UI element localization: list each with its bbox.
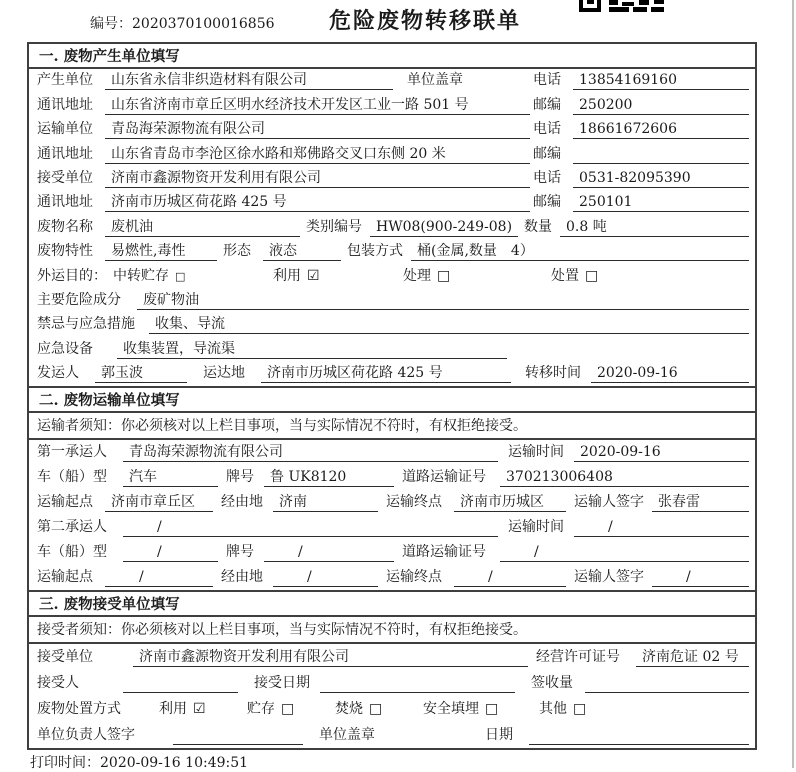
- row-carrier1-route: [29, 490, 755, 515]
- carrier2-sign-field: /: [652, 568, 749, 587]
- address-label: 通讯地址: [37, 145, 93, 162]
- checkbox-disposal-incinerate: □: [369, 701, 383, 718]
- purpose-option-transfer-storage: [113, 267, 273, 286]
- packing-field: 桶(金属,数量 4）: [411, 242, 749, 261]
- carrier1-plate-field: 鲁 UK8120: [264, 468, 394, 487]
- carrier1-permit-field: 370213006408: [500, 468, 749, 487]
- row-transporter-address: [29, 142, 755, 166]
- row-carrier1-vehicle: [29, 465, 755, 490]
- category-code-field: HW08(900-249-08): [370, 218, 518, 237]
- equipment-label: 应急设备: [37, 340, 93, 357]
- transporter-postcode-group: [533, 145, 749, 164]
- disposal-storage-label: 贮存: [247, 701, 275, 718]
- carrier2-plate-field: /: [264, 543, 394, 562]
- transfer-time-field: 2020-09-16: [591, 364, 749, 383]
- road-permit-label: 道路运输证号: [402, 544, 486, 561]
- carrier2-dest-field: /: [454, 568, 566, 587]
- section-transporter: [29, 386, 755, 590]
- received-qty-label: 签收量: [531, 675, 573, 692]
- checkbox-disposal-other: □: [573, 701, 587, 718]
- transporter-phone-field: 18661672606: [573, 120, 749, 139]
- receiver-label: 接受单位: [37, 169, 93, 186]
- received-qty-field: [585, 674, 749, 693]
- checkbox-utilize-checked: ☑: [307, 267, 320, 284]
- checkbox-transfer-storage: □: [175, 269, 186, 283]
- row-producer: [29, 69, 755, 93]
- receive-unit-field: 济南市鑫源物资开发利用有限公司: [133, 648, 528, 667]
- arrival-label: 运达地: [203, 365, 245, 382]
- hazard-field: 废矿物油: [137, 291, 749, 310]
- via-label: 经由地: [221, 569, 263, 586]
- address-label: 通讯地址: [37, 96, 93, 113]
- row-waste-character: [29, 240, 755, 264]
- purpose-option-utilize: [273, 267, 403, 286]
- license-label: 经营许可证号: [536, 649, 620, 666]
- carrier2-permit-field: /: [500, 543, 749, 562]
- form-label: 形态: [223, 243, 251, 260]
- receiver-phone-group: [533, 169, 749, 188]
- receiver-phone-field: 0531-82095390: [573, 169, 749, 188]
- recipient-field: [123, 674, 238, 693]
- road-permit-label: 道路运输证号: [402, 469, 486, 486]
- receiver-address-field: 济南市历城区荷花路 425 号: [105, 193, 530, 212]
- section1-title: 一. 废物产生单位填写: [29, 44, 755, 69]
- checkbox-disposal-landfill: □: [485, 701, 499, 718]
- qr-code-fragment: [579, 0, 667, 16]
- carrier1-vehicle-field: 汽车: [123, 468, 218, 487]
- producer-name-field: 山东省永信非织造材料有限公司: [105, 71, 393, 90]
- carrier1-origin-field: 济南市章丘区: [105, 493, 213, 512]
- row-manager-sign: [29, 722, 755, 748]
- producer-phone-field: 13854169160: [573, 71, 749, 90]
- destination-label: 运输终点: [386, 494, 442, 511]
- checkbox-disposal-utilize-checked: ☑: [193, 701, 206, 718]
- disposal-incinerate-label: 焚烧: [335, 701, 363, 718]
- row-carrier2: [29, 515, 755, 540]
- postcode-label: 邮编: [533, 96, 561, 113]
- carrier2-name-field: /: [123, 518, 498, 537]
- section-receiver: [29, 590, 755, 748]
- receiver-notice: 接受者须知：你必须核对以上栏目事项，当与实际情况不符时，有权拒绝接受。: [29, 617, 755, 644]
- origin-label: 运输起点: [37, 569, 93, 586]
- consignor-label: 发运人: [37, 365, 79, 382]
- disposal-option-landfill: [423, 700, 539, 719]
- recipient-label: 接受人: [37, 675, 79, 692]
- transporter-postcode-field: [573, 145, 749, 164]
- disposal-landfill-label: 安全填埋: [423, 701, 479, 718]
- row-receiver-address: [29, 191, 755, 215]
- producer-postcode-group: [533, 96, 749, 115]
- carrier1-sign-field: 张春雷: [652, 493, 749, 512]
- postcode-label: 邮编: [533, 145, 561, 162]
- via-label: 经由地: [221, 494, 263, 511]
- disposal-utilize-label: 利用: [159, 701, 187, 718]
- print-time-value: 2020-09-16 10:49:51: [100, 755, 249, 771]
- receiver-postcode-field: 250101: [573, 193, 749, 212]
- transfer-time-label: 转移时间: [525, 365, 581, 382]
- serial-value: 2020370100016856: [132, 16, 275, 32]
- address-label: 通讯地址: [37, 194, 93, 211]
- plate-no-label: 牌号: [226, 544, 254, 561]
- row-purpose: [29, 264, 755, 288]
- carrier2-vehicle-field: /: [123, 543, 218, 562]
- carrier1-label: 第一承运人: [37, 444, 107, 461]
- plate-no-label: 牌号: [226, 469, 254, 486]
- disposal-option-incinerate: [335, 700, 423, 719]
- phone-label: 电话: [533, 169, 561, 186]
- transporter-address-field: 山东省青岛市李沧区徐水路和郑佛路交叉口东侧 20 米: [105, 145, 530, 164]
- producer-postcode-field: 250200: [573, 96, 749, 115]
- transporter-sign-label: 运输人签字: [574, 569, 644, 586]
- taboo-field: 收集、导流: [149, 315, 749, 334]
- disposal-other-label: 其他: [539, 701, 567, 718]
- character-label: 废物特性: [37, 243, 93, 260]
- purpose-utilize-label: 利用: [273, 267, 301, 284]
- row-producer-address: [29, 93, 755, 117]
- checkbox-treat: □: [437, 267, 451, 284]
- postcode-label: 邮编: [533, 194, 561, 211]
- transporter-label: 运输单位: [37, 121, 93, 138]
- purpose-option-treat: [403, 267, 551, 286]
- carrier2-time-field: /: [574, 518, 749, 537]
- producer-address-field: 山东省济南市章丘区明水经济技术开发区工业一路 501 号: [105, 96, 530, 115]
- phone-label: 电话: [533, 72, 561, 89]
- consignor-field: 郭玉波: [95, 364, 187, 383]
- disposal-label: 废物处置方式: [37, 701, 121, 718]
- receive-date-field: [320, 674, 515, 693]
- origin-label: 运输起点: [37, 494, 93, 511]
- receive-date-label: 接受日期: [254, 675, 310, 692]
- producer-label: 产生单位: [37, 72, 93, 89]
- section3-title: 三. 废物接受单位填写: [29, 592, 755, 617]
- row-disposal: [29, 696, 755, 722]
- purpose-transfer-storage-label: 中转贮存: [113, 267, 169, 284]
- row-waste-name: [29, 215, 755, 239]
- row-recipient: [29, 670, 755, 696]
- unit-seal-label: 单位盖章: [407, 72, 463, 89]
- transporter-sign-label: 运输人签字: [574, 494, 644, 511]
- row-hazard: [29, 289, 755, 313]
- manager-sign-field: [173, 726, 303, 745]
- receive-unit-label: 接受单位: [37, 649, 93, 666]
- arrival-field: 济南市历城区荷花路 425 号: [261, 364, 511, 383]
- manager-sign-label: 单位负责人签字: [37, 727, 135, 744]
- section2-title: 二. 废物运输单位填写: [29, 388, 755, 413]
- carrier2-via-field: /: [273, 568, 378, 587]
- receiver-name-field: 济南市鑫源物资开发利用有限公司: [105, 169, 530, 188]
- page-edge-line: [792, 0, 794, 768]
- row-consignor: [29, 362, 755, 386]
- row-receiver: [29, 167, 755, 191]
- form-field: 液态: [263, 242, 341, 261]
- quantity-label: 数量: [524, 218, 552, 235]
- serial-label: 编号：: [90, 16, 132, 32]
- row-carrier2-vehicle: [29, 540, 755, 565]
- carrier1-time-field: 2020-09-16: [574, 443, 749, 462]
- carrier2-label: 第二承运人: [37, 519, 107, 536]
- row-receive-unit: [29, 644, 755, 670]
- print-time-line: [30, 752, 248, 772]
- carrier1-dest-field: 济南市历城区: [454, 493, 566, 512]
- license-field: 济南危证 02 号: [636, 648, 749, 667]
- vehicle-type-label: 车（船）型: [37, 469, 107, 486]
- carrier2-origin-field: /: [105, 568, 213, 587]
- section-producer: [29, 44, 755, 386]
- purpose-option-dispose: [551, 267, 598, 286]
- waste-name-label: 废物名称: [37, 218, 93, 235]
- purpose-label: 外运目的：: [37, 267, 107, 284]
- destination-label: 运输终点: [386, 569, 442, 586]
- quantity-field: 0.8 吨: [560, 218, 749, 237]
- row-equipment: [29, 337, 755, 361]
- date-label: 日期: [485, 727, 513, 744]
- transporter-phone-group: [533, 120, 749, 139]
- print-time-label: 打印时间：: [30, 755, 100, 771]
- unit-seal-label: 单位盖章: [319, 727, 375, 744]
- serial-number-line: [90, 13, 275, 33]
- row-taboo: [29, 313, 755, 337]
- taboo-label: 禁忌与应急措施: [37, 316, 135, 333]
- checkbox-dispose: □: [585, 267, 599, 284]
- transport-time-label: 运输时间: [508, 519, 564, 536]
- receiver-postcode-group: [533, 193, 749, 212]
- page-title: 危险废物转移联单: [328, 8, 522, 34]
- disposal-option-other: [539, 700, 586, 719]
- row-transporter: [29, 118, 755, 142]
- carrier1-name-field: 青岛海荣源物流有限公司: [123, 443, 498, 462]
- row-carrier2-route: [29, 565, 755, 590]
- purpose-treat-label: 处理: [403, 267, 431, 284]
- producer-phone-group: [533, 71, 749, 90]
- checkbox-disposal-storage: □: [281, 701, 295, 718]
- category-label: 类别编号: [306, 218, 362, 235]
- transfer-form: [27, 42, 757, 750]
- vehicle-type-label: 车（船）型: [37, 544, 107, 561]
- transport-time-label: 运输时间: [508, 444, 564, 461]
- transporter-name-field: 青岛海荣源物流有限公司: [105, 120, 530, 139]
- hazard-label: 主要危险成分: [37, 291, 121, 308]
- carrier1-via-field: 济南: [273, 493, 378, 512]
- disposal-option-storage: [247, 700, 335, 719]
- date-field: [529, 726, 749, 745]
- waste-name-field: 废机油: [105, 218, 300, 237]
- row-carrier1: [29, 440, 755, 465]
- disposal-option-utilize: [159, 700, 247, 719]
- character-field: 易燃性,毒性: [105, 242, 217, 261]
- packing-label: 包装方式: [347, 243, 403, 260]
- phone-label: 电话: [533, 121, 561, 138]
- transporter-notice: 运输者须知：你必须核对以上栏目事项，当与实际情况不符时，有权拒绝接受。: [29, 413, 755, 440]
- purpose-dispose-label: 处置: [551, 267, 579, 284]
- equipment-field: 收集装置，导流渠: [117, 340, 507, 359]
